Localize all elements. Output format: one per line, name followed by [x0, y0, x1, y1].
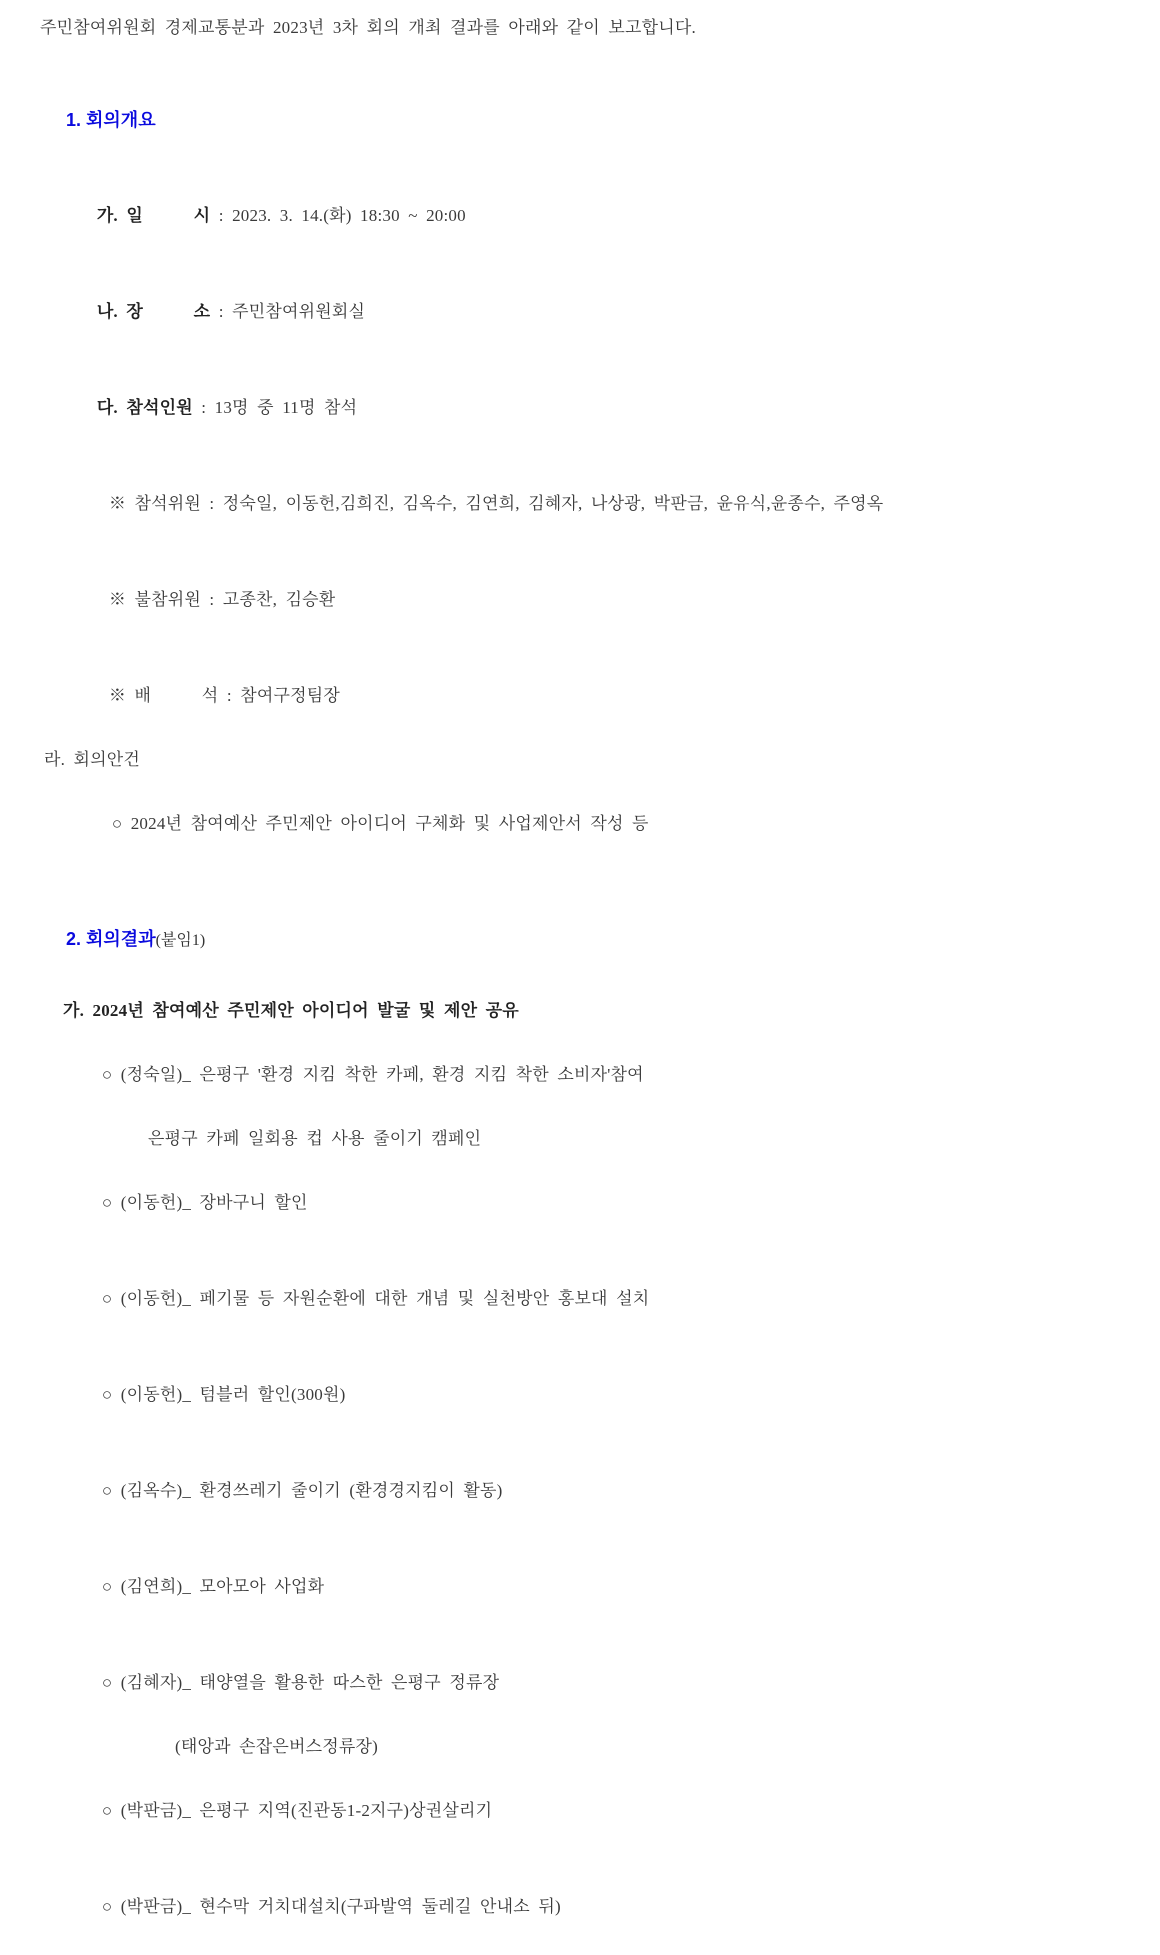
agenda-item: [78, 776, 1140, 872]
info-value: 13명 중 11명 참석: [214, 398, 358, 417]
note-label: 불참위원: [134, 590, 201, 609]
reference-mark-icon: ※: [108, 590, 127, 609]
bullet-gap: [112, 1385, 120, 1404]
proposal-item: [68, 1539, 1140, 1635]
circle-bullet-icon: ○: [101, 1193, 113, 1212]
proposal-text: (김옥수)_ 환경쓰레기 줄이기 (환경경지킴이 활동): [120, 1481, 503, 1500]
proposal-text: (이동헌)_ 페기물 등 자원순환에 대한 개념 및 실천방안 홍보대 설치: [120, 1289, 650, 1308]
section1-heading: [46, 72, 1140, 168]
bullet-gap: [112, 1577, 120, 1596]
info-label: 나. 장 소: [96, 302, 211, 321]
meeting-info-row-datetime: [63, 168, 1140, 264]
bullet-gap: [112, 1065, 120, 1084]
info-value: 주민참여위원회실: [232, 302, 366, 321]
info-label: 가. 일 시: [96, 206, 211, 225]
note-value: 참여구정팀장: [240, 686, 340, 705]
proposal-item: [68, 1443, 1140, 1539]
bullet-gap: [112, 1897, 120, 1916]
circle-bullet-icon: ○: [111, 814, 123, 833]
agenda-label: 라. 회의안건: [44, 750, 141, 769]
bullet-gap: [112, 1481, 120, 1500]
proposal-text: (박판금)_ 현수막 거치대설치(구파발역 둘레길 안내소 뒤): [120, 1897, 561, 1916]
circle-bullet-icon: ○: [101, 1577, 113, 1596]
bullet-gap: [112, 1193, 120, 1212]
bullet-gap: [112, 1289, 120, 1308]
intro-paragraph: 주민참여위원회 경제교통분과 2023년 3차 회의 개최 결과를 아래와 같이 보고합니다.: [40, 18, 696, 37]
info-value: 2023. 3. 14.(화) 18:30 ~ 20:00: [232, 206, 466, 225]
section2-heading-text: 2. 회의결과: [66, 929, 156, 949]
note-label: 참석위원: [134, 494, 201, 513]
attendee-note-row: [75, 456, 1140, 552]
note-separator: :: [218, 686, 241, 705]
meeting-info-row-attendance: [63, 360, 1140, 456]
note-separator: :: [200, 494, 223, 513]
proposal-text: (김혜자)_ 태양열을 활용한 따스한 은평구 정류장: [120, 1673, 500, 1692]
info-separator: :: [192, 398, 215, 417]
proposal-text: (정숙일)_ 은평구 '환경 지킴 착한 카페, 환경 지킴 착한 소비자'참여: [120, 1065, 644, 1084]
note-value: 고종찬, 김승환: [222, 590, 336, 609]
proposal-text: (박판금)_ 은평구 지역(진관동1-2지구)상권살리기: [120, 1801, 493, 1820]
agenda-item-text: 2024년 참여예산 주민제안 아이디어 구체화 및 사업제안서 작성 등: [130, 814, 649, 833]
section1-heading-text: 1. 회의개요: [66, 110, 156, 130]
proposal-item: [68, 1027, 1140, 1123]
section2-heading: [46, 891, 1140, 989]
attachment-ref: (붙임1): [155, 932, 206, 949]
proposal-text: (김연희)_ 모아모아 사업화: [120, 1577, 325, 1596]
circle-bullet-icon: ○: [101, 1385, 113, 1404]
proposal-item-continuation: (태앙과 손잡은버스정류장): [175, 1737, 379, 1756]
proposal-text: (이동헌)_ 장바구니 할인: [120, 1193, 308, 1212]
section2-subheading: 가. 2024년 참여예산 주민제안 아이디어 발굴 및 제안 공유: [63, 1001, 519, 1020]
proposal-item: [68, 1347, 1140, 1443]
proposal-item: [68, 1859, 1140, 1955]
circle-bullet-icon: ○: [101, 1897, 113, 1916]
proposal-text: (이동헌)_ 텀블러 할인(300원): [120, 1385, 346, 1404]
proposal-item-continuation: 은평구 카페 일회용 컵 사용 줄이기 캠페인: [148, 1129, 482, 1148]
reference-mark-icon: ※: [108, 494, 127, 513]
meeting-info-row-place: [63, 264, 1140, 360]
reference-mark-icon: ※: [108, 686, 127, 705]
bullet-gap: [112, 1673, 120, 1692]
bullet-gap: [112, 1801, 120, 1820]
observer-note-row: [75, 648, 1140, 744]
info-separator: :: [210, 302, 233, 321]
bullet-gap: [122, 814, 130, 833]
note-label: 배 석: [134, 686, 219, 705]
note-separator: :: [200, 590, 223, 609]
circle-bullet-icon: ○: [101, 1481, 113, 1500]
circle-bullet-icon: ○: [101, 1289, 113, 1308]
circle-bullet-icon: ○: [101, 1673, 113, 1692]
proposal-item: [68, 1251, 1140, 1347]
info-separator: :: [210, 206, 233, 225]
circle-bullet-icon: ○: [101, 1065, 113, 1084]
absentee-note-row: [75, 552, 1140, 648]
proposal-item: [68, 1763, 1140, 1859]
info-label: 다. 참석인원: [96, 398, 193, 417]
proposal-item: [68, 1635, 1140, 1731]
note-value: 정숙일, 이동헌,김희진, 김옥수, 김연희, 김혜자, 나상광, 박판금, 윤유식,윤종수, 주영옥: [222, 494, 884, 513]
circle-bullet-icon: ○: [101, 1801, 113, 1820]
proposal-item: [68, 1155, 1140, 1251]
